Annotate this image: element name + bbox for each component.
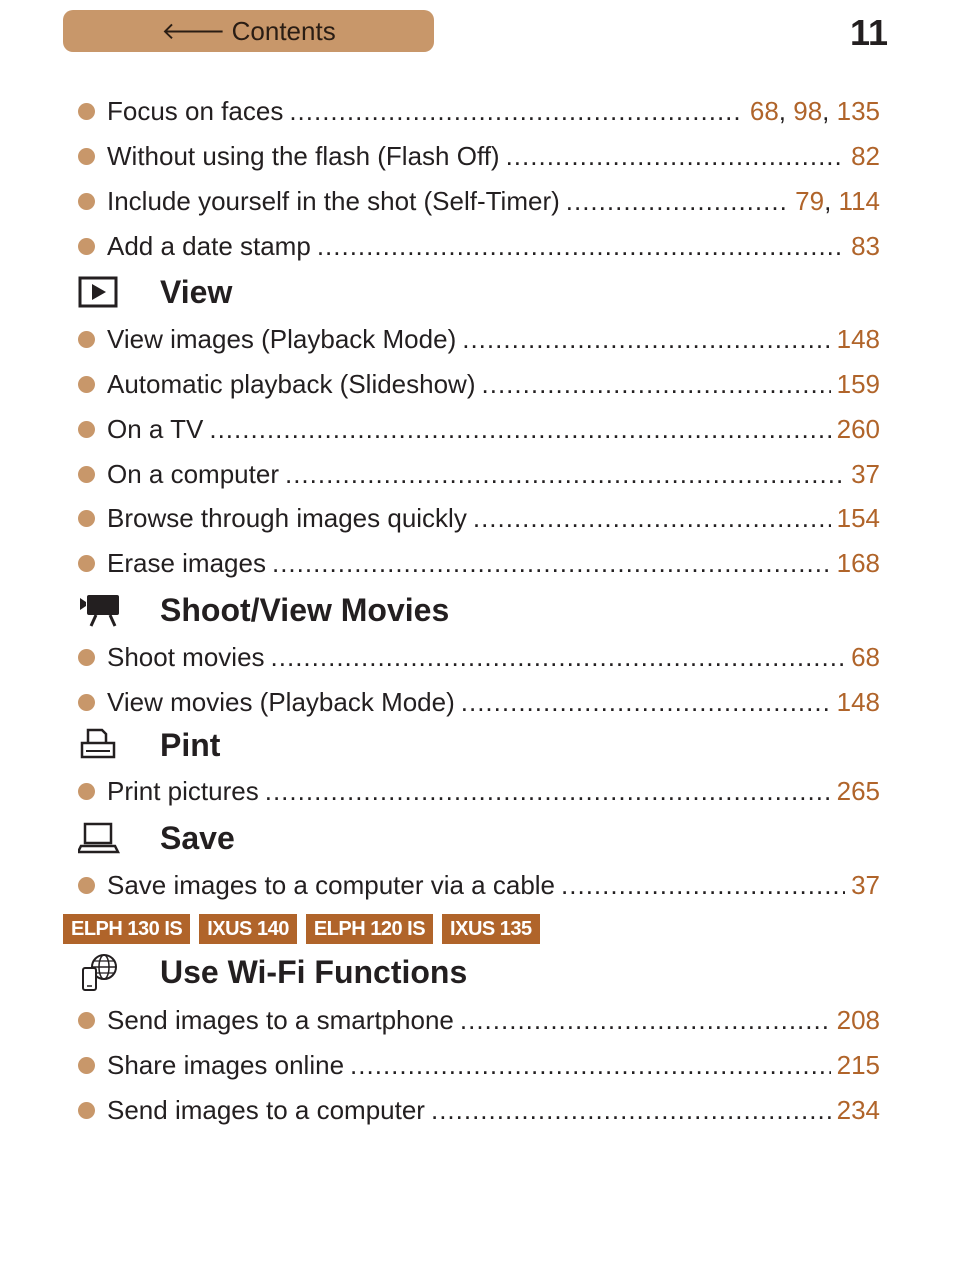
page-link[interactable]: 148 (836, 323, 880, 354)
page-link[interactable]: 79 (795, 185, 825, 216)
wifi-globe-phone-icon (78, 952, 122, 992)
page-link[interactable]: 260 (836, 413, 880, 444)
model-badge: IXUS 140 (199, 914, 297, 944)
model-badge: ELPH 130 IS (63, 914, 190, 944)
dot-leader (289, 96, 744, 127)
page-link[interactable]: 154 (836, 502, 880, 533)
list-item (78, 1002, 880, 1038)
list-item (78, 1047, 880, 1083)
section-title: View (160, 273, 233, 310)
item-label: Send images to a smartphone (107, 1004, 454, 1035)
dot-leader (431, 1095, 831, 1126)
page-number: 11 (849, 12, 888, 53)
page-refs: 68, 98, 135 (749, 95, 880, 126)
list-item (78, 1092, 880, 1128)
bullet-icon (78, 466, 95, 483)
item-label: Share images online (107, 1049, 345, 1080)
page-link[interactable]: 37 (851, 869, 880, 900)
model-badge: IXUS 135 (442, 914, 540, 944)
page-link[interactable]: 265 (836, 775, 880, 806)
bullet-icon (78, 148, 95, 165)
dot-leader (265, 776, 831, 807)
item-label: Include yourself in the shot (Self-Timer) (107, 185, 560, 216)
bullet-icon (78, 238, 95, 255)
page-link[interactable]: 98 (793, 95, 823, 126)
page-link[interactable]: 168 (836, 547, 880, 578)
list-item (78, 228, 880, 264)
section-title: Save (160, 819, 235, 856)
page-link[interactable]: 114 (838, 185, 880, 216)
playback-icon (78, 272, 122, 312)
page-link[interactable]: 159 (836, 368, 880, 399)
computer-icon (78, 818, 122, 858)
arrow-left-icon: 🡐 (161, 18, 226, 45)
page-link[interactable]: 208 (836, 1004, 880, 1035)
page-link[interactable]: 148 (836, 686, 880, 717)
section-heading-print (78, 725, 221, 765)
item-label: Shoot movies (107, 641, 265, 672)
item-label: Send images to a computer (107, 1094, 425, 1125)
section-title: Pint (160, 726, 221, 763)
model-badges (63, 914, 540, 944)
list-item (78, 138, 880, 174)
dot-leader (482, 369, 831, 400)
bullet-icon (78, 1057, 95, 1074)
page-link[interactable]: 135 (836, 95, 880, 126)
list-item (78, 321, 880, 357)
section-title: Shoot/View Movies (160, 591, 450, 628)
bullet-icon (78, 783, 95, 800)
item-label: Add a date stamp (107, 230, 311, 261)
page-link[interactable]: 37 (851, 458, 880, 489)
dot-leader (473, 503, 831, 534)
item-label: On a TV (107, 413, 204, 444)
item-label: On a computer (107, 458, 279, 489)
item-label: Focus on faces (107, 95, 284, 126)
movie-camera-icon (78, 590, 122, 630)
contents-label: Contents (231, 15, 336, 46)
list-item (78, 366, 880, 402)
bullet-icon (78, 193, 95, 210)
page-link[interactable]: 215 (836, 1049, 880, 1080)
list-item (78, 411, 880, 447)
item-label: Erase images (107, 547, 266, 578)
list-item (78, 456, 880, 492)
bullet-icon (78, 1102, 95, 1119)
dot-leader (506, 141, 846, 172)
section-heading-view (78, 272, 233, 312)
bullet-icon (78, 331, 95, 348)
item-label: Browse through images quickly (107, 502, 467, 533)
page-link[interactable]: 68 (749, 95, 779, 126)
list-item (78, 773, 880, 809)
item-label: View movies (Playback Mode) (107, 686, 455, 717)
bullet-icon (78, 555, 95, 572)
dot-leader (561, 870, 845, 901)
page-link[interactable]: 82 (851, 140, 880, 171)
dot-leader (566, 186, 789, 217)
section-heading-wifi (78, 952, 468, 992)
bullet-icon (78, 421, 95, 438)
dot-leader (350, 1050, 831, 1081)
list-item (78, 639, 880, 675)
dot-leader (285, 459, 845, 490)
bullet-icon (78, 376, 95, 393)
item-label: Without using the flash (Flash Off) (107, 140, 500, 171)
dot-leader (209, 414, 830, 445)
list-item (78, 867, 880, 903)
dot-leader (462, 324, 830, 355)
contents-button[interactable] (63, 10, 434, 52)
printer-icon (78, 725, 122, 765)
page-link[interactable]: 68 (851, 641, 880, 672)
bullet-icon (78, 103, 95, 120)
page-link[interactable]: 234 (836, 1094, 880, 1125)
dot-leader (317, 231, 845, 262)
bullet-icon (78, 510, 95, 527)
dot-leader (460, 1005, 831, 1036)
section-title: Use Wi-Fi Functions (160, 953, 468, 990)
item-label: View images (Playback Mode) (107, 323, 457, 354)
dot-leader (272, 548, 831, 579)
item-label: Print pictures (107, 775, 259, 806)
dot-leader (461, 687, 831, 718)
bullet-icon (78, 649, 95, 666)
list-item (78, 545, 880, 581)
list-item: Include yourself in the shot (Self-Timer) ..... 79, 114 (78, 183, 880, 219)
item-label: Automatic playback (Slideshow) (107, 368, 476, 399)
list-item (78, 684, 880, 720)
bullet-icon (78, 1012, 95, 1029)
section-heading-save (78, 818, 235, 858)
list-item (78, 500, 880, 536)
list-item (78, 93, 880, 129)
page-link[interactable]: 83 (851, 230, 880, 261)
bullet-icon (78, 877, 95, 894)
model-badge: ELPH 120 IS (306, 914, 433, 944)
bullet-icon (78, 694, 95, 711)
dot-leader (271, 642, 846, 673)
section-heading-movies (78, 590, 450, 630)
item-label: Save images to a computer via a cable (107, 869, 556, 900)
